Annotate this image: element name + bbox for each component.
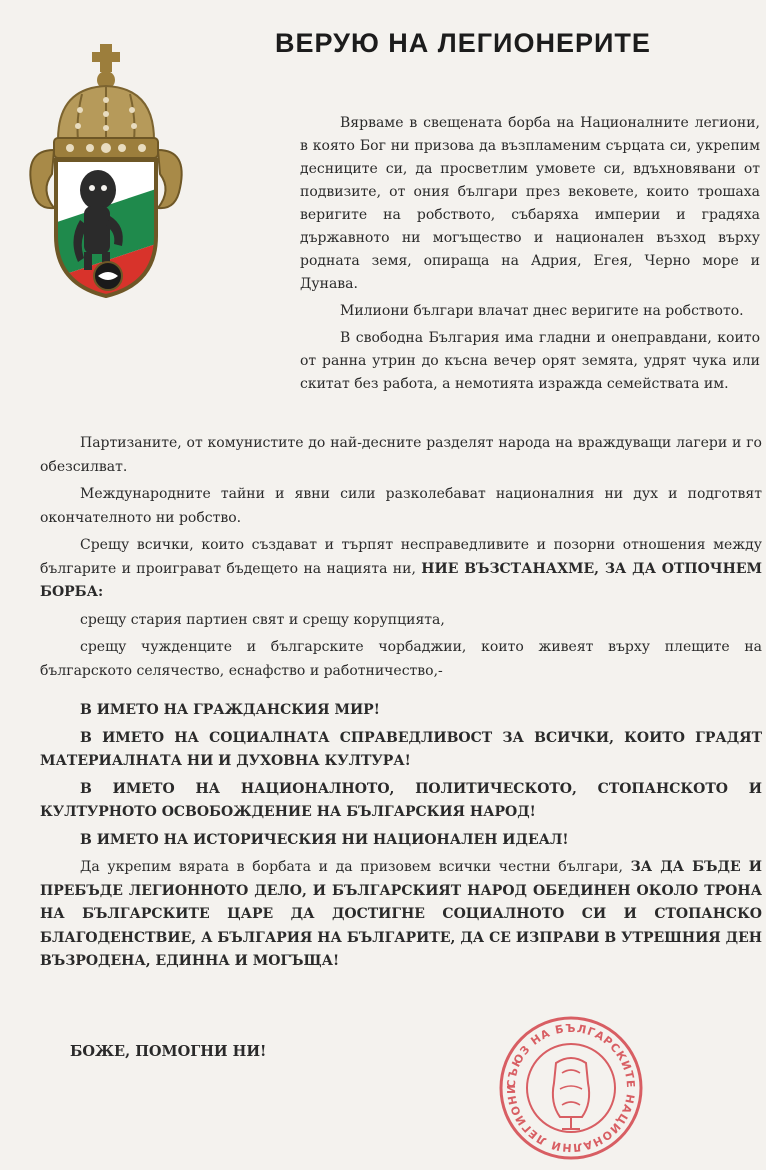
intro-section: [300, 112, 760, 396]
intro-paragraph: Милиони българи влачат днес веригите на робството.: [340, 303, 744, 319]
body-paragraph: [40, 534, 762, 605]
body-paragraph: срещу стария партиен свят и срещу корупцията,: [80, 611, 445, 628]
body-paragraph: срещу чужденците и българските чорбаджии, които живеят върху плещите на българското селячество, еснафство и работничество,-: [40, 639, 762, 679]
body-text: Срещу всички, които създават и търпят несправедливите и позорни отношения между българите и проиграват бъдещето на нацията ни,: [40, 537, 762, 577]
svg-text:СЪЮЗ НА БЪЛГАРСКИТЕ НАЦИОНАЛНИ: [505, 1022, 637, 1154]
body-paragraph: [40, 856, 762, 974]
intro-paragraph: Вярваме в свещената борба на Националните легиони, в която Бог ни призова да възпламеним сърцата си, укрепим десниците си, да просветлим умовете си, вдъхновявани от подвизите, от ония българи през вековете, които трошаха веригите на робството, събаряха империи и градяха държавното ни могъщество и национален възход върху родната земя, опираща на Адрия, Егея, Черно море и Дунава.: [300, 115, 760, 292]
body-emphasis: ЗА ДА БЪДЕ И ПРЕБЪДЕ ЛЕГИОННОТО ДЕЛО, И БЪЛГАРСКИЯТ НАРОД ОБЕДИНЕН ОКОЛО ТРОНА НА БЪЛГАРСКИТЕ ЦАРЕ ДА ДОСТИГНЕ СОЦИАЛНОТО СИ И СТОПАНСКО БЛАГОДЕНСТВИЕ, А БЪЛГАРИЯ НА БЪЛГАРИТЕ, ДА СЕ ИЗПРАВИ В УТРЕШНИЯ ДЕН ВЪЗРОДЕНА, ЕДИННА И МОГЪЩА!: [40, 859, 762, 969]
organization-stamp-icon: [496, 1013, 646, 1163]
main-text: [40, 432, 762, 974]
document-title: ВЕРУЮ НА ЛЕГИОНЕРИТЕ: [275, 28, 651, 58]
declaration-line: В ИМЕТО НА ИСТОРИЧЕСКИЯ НИ НАЦИОНАЛЕН ИДЕАЛ!: [80, 831, 569, 848]
body-emphasis: НИЕ ВЪЗСТАНАХМЕ, ЗА ДА ОТПОЧНЕМ БОРБА:: [40, 560, 762, 600]
closing-line: БОЖЕ, ПОМОГНИ НИ!: [70, 1043, 267, 1060]
stamp-text: СЪЮЗ НА БЪЛГАРСКИТЕ НАЦИОНАЛНИ ЛЕГИОНИ: [504, 1021, 638, 1155]
intro-paragraph: В свободна България има гладни и онеправдани, които от ранна утрин до късна вечер орят земята, удрят чука или скитат без работа, а немотията изражда семействата им.: [300, 330, 760, 392]
declaration-line: В ИМЕТО НА ГРАЖДАНСКИЯ МИР!: [80, 702, 380, 718]
coat-of-arms-icon: [18, 40, 194, 302]
body-paragraph: Международните тайни и явни сили разколебават националния ни дух и подготвят окончателното ни робство.: [40, 486, 762, 526]
declaration-line: В ИМЕТО НА НАЦИОНАЛНОТО, ПОЛИТИЧЕСКОТО, СТОПАНСКОТО И КУЛТУРНОТО ОСВОБОЖДЕНИЕ НА БЪЛГАРСКИЯ НАРОД!: [40, 780, 762, 820]
declaration-line: В ИМЕТО НА СОЦИАЛНАТА СПРАВЕДЛИВОСТ ЗА ВСИЧКИ, КОИТО ГРАДЯТ МАТЕРИАЛНАТА НИ И ДУХОВНА КУЛТУРА!: [40, 729, 762, 769]
body-text: Да укрепим вярата в борбата и да призовем всички честни българи,: [80, 859, 623, 875]
body-paragraph: Партизаните, от комунистите до най-десните разделят народа на враждуващи лагери и го обезсилват.: [40, 435, 762, 475]
